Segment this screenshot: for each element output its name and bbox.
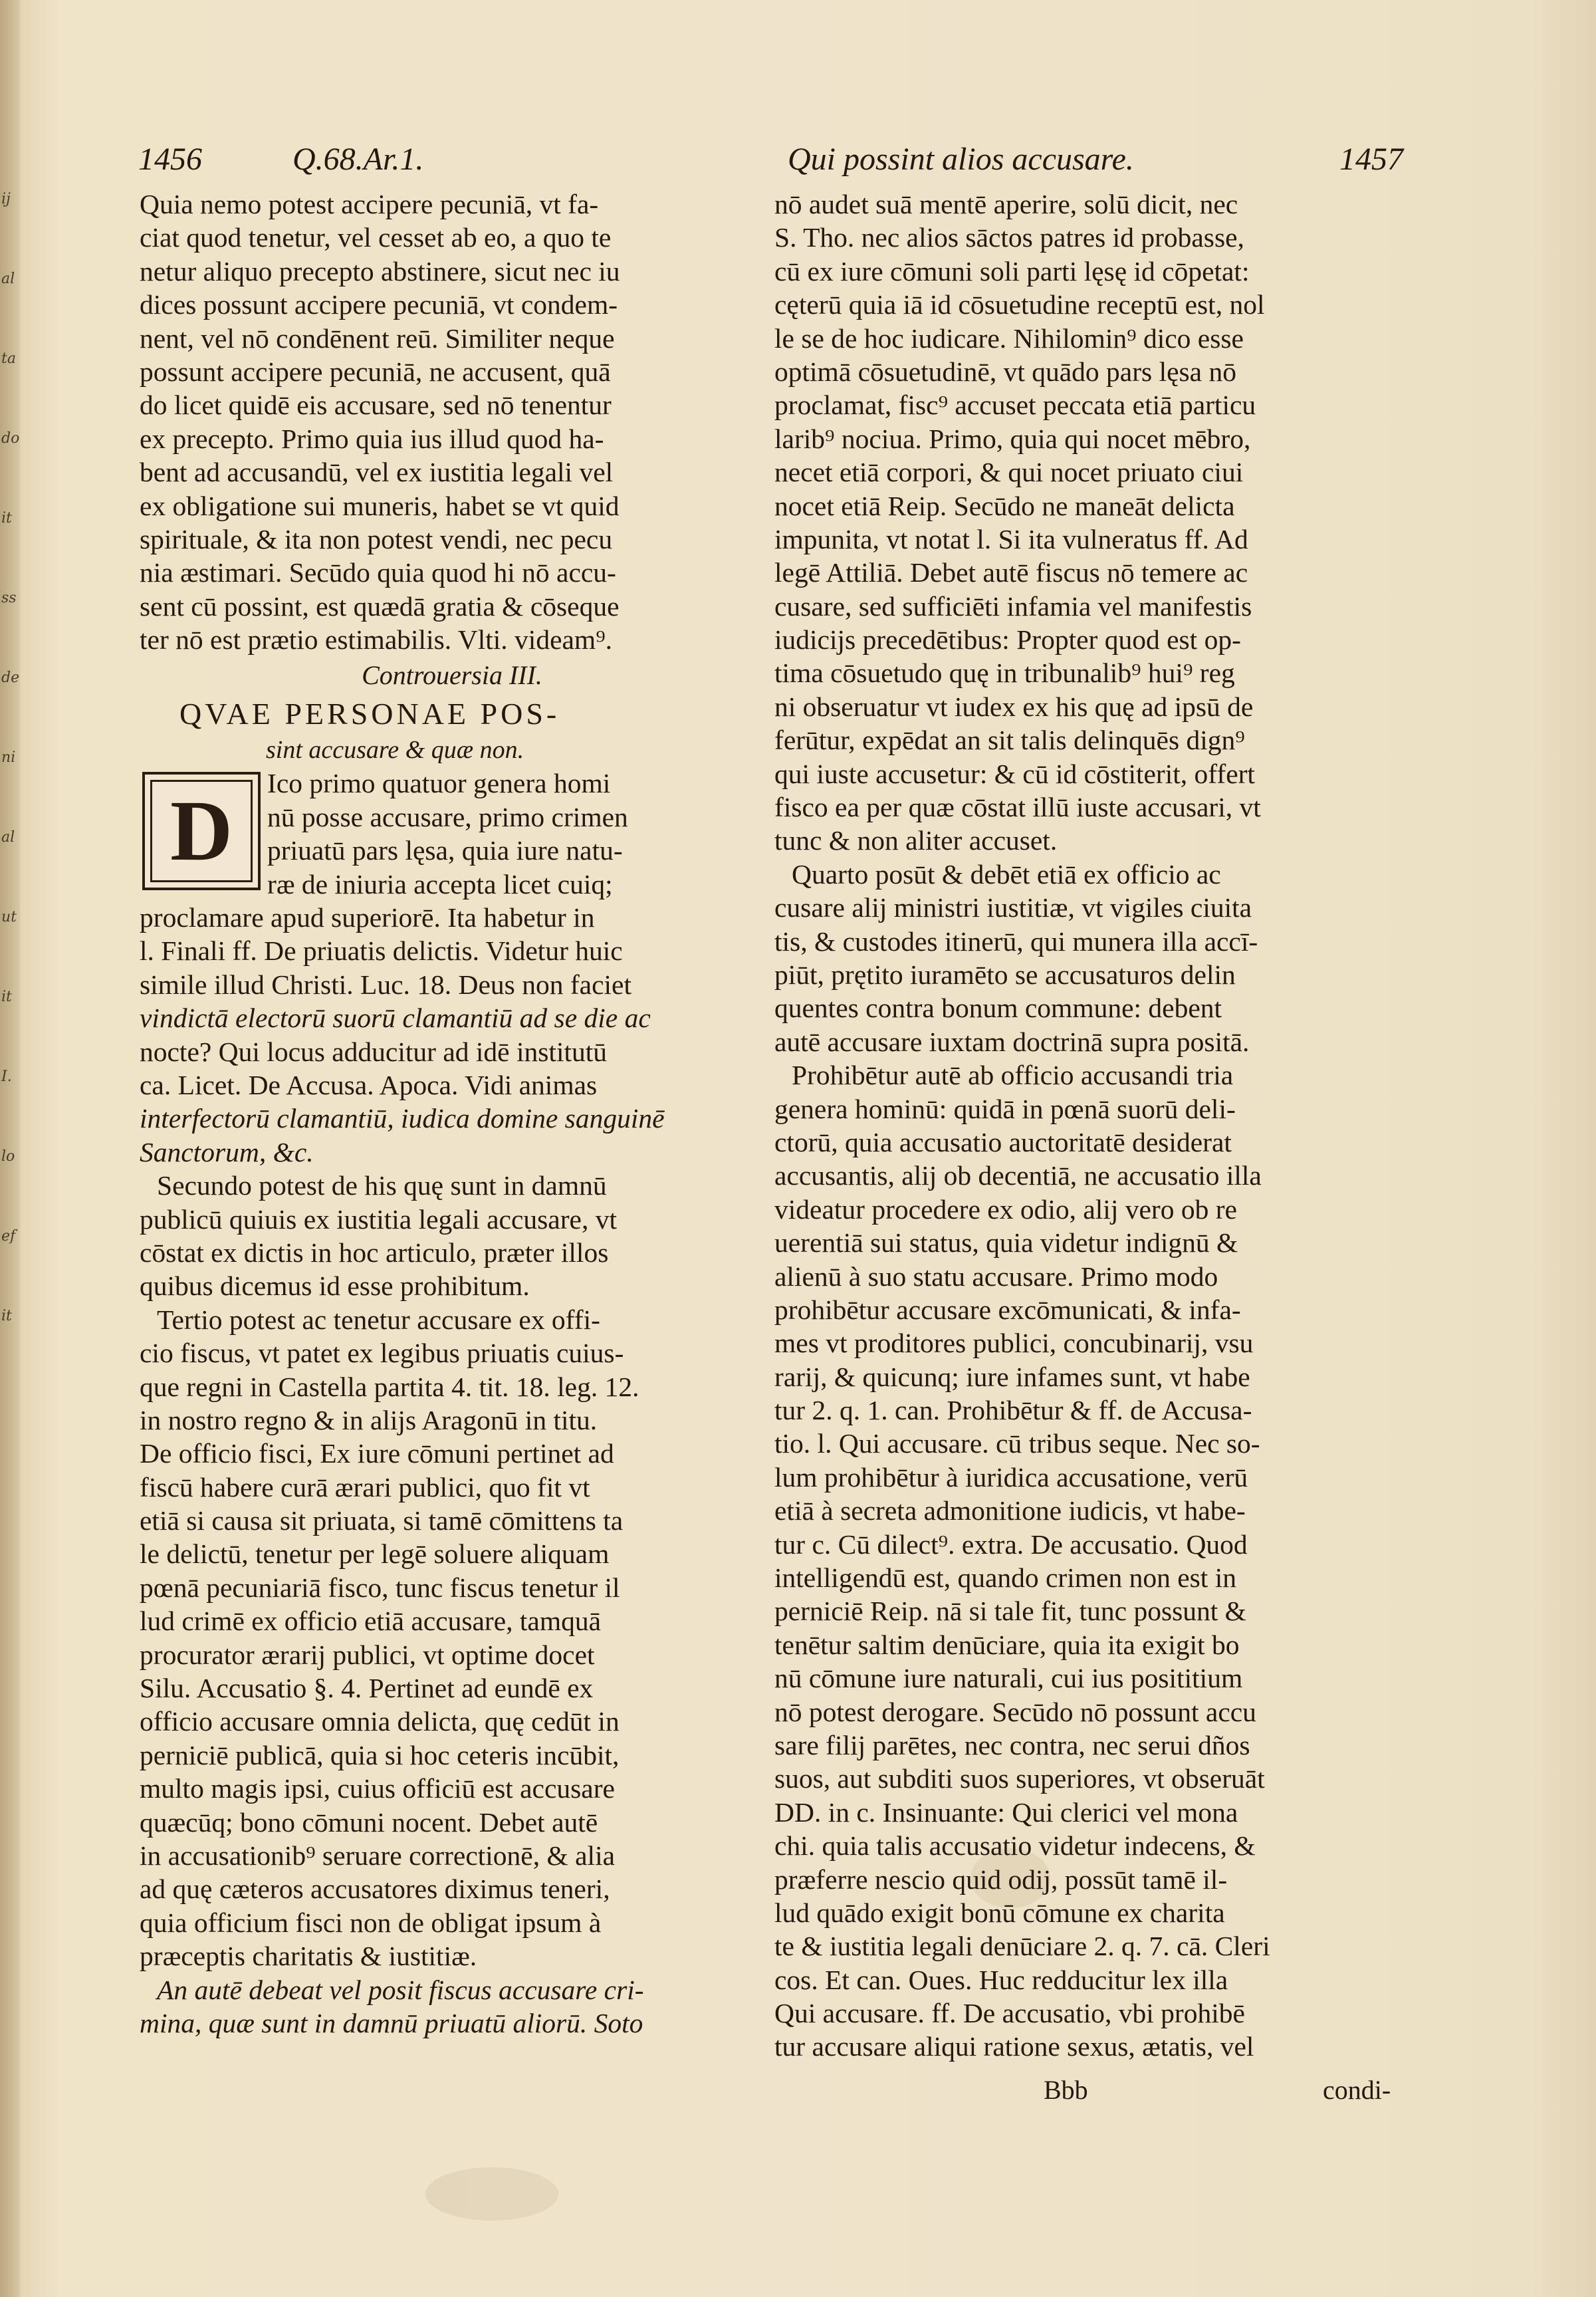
text-line: S. Tho. nec alios sāctos patres id probasse, xyxy=(774,222,1244,253)
text-line: DD. in c. Insinuante: Qui clerici vel mona xyxy=(774,1796,1238,1828)
section-title: QVAE PERSONAE POS- xyxy=(179,697,560,731)
text-line: do licet quidē eis accusare, sed nō tenentur xyxy=(140,390,612,421)
left-para-3 xyxy=(140,1169,764,1303)
left-page-number: 1456 xyxy=(138,142,202,177)
right-para-2 xyxy=(774,858,1399,1058)
text-line: tis, & custodes itinerū, qui munera illa accī- xyxy=(774,925,1258,957)
text-line: quibus dicemus id esse prohibitum. xyxy=(140,1270,530,1302)
text-line: De officio fisci, Ex iure cōmuni pertinet ad xyxy=(140,1438,614,1469)
left-running-head: Q.68.Ar.1. xyxy=(292,142,424,177)
text-line: mina, quæ sunt in damnū priuatū aliorū. Soto xyxy=(140,2007,643,2038)
text-line: nia æstimari. Secūdo quia quod hi nō accu- xyxy=(140,557,616,588)
text-line: tur c. Cū dilect⁹. extra. De accusatio. Quod xyxy=(774,1528,1248,1560)
text-line: perniciē publicā, quia si hoc ceteris incūbit, xyxy=(140,1739,620,1770)
text-line: videatur procedere ex odio, alij vero ob re xyxy=(774,1193,1237,1225)
text-line: Quarto posūt & debēt etiā ex officio ac xyxy=(792,858,1221,890)
right-para-3 xyxy=(774,1058,1399,2064)
text-line: nū cōmune iure naturali, cui ius posititium xyxy=(774,1663,1243,1694)
text-line: in nostro regno & in alijs Aragonū in titu. xyxy=(140,1404,598,1435)
text-line: prohibētur accusare excōmunicati, & infa- xyxy=(774,1294,1241,1325)
text-line: vindictā electorū suorū clamantiū ad se die ac xyxy=(140,1003,651,1034)
text-line: cusare, sed sufficiēti infamia vel manifestis xyxy=(774,590,1252,622)
text-line: interfectorū clamantiū, iudica domine sanguinē xyxy=(140,1103,665,1134)
text-line: pœnā pecuniariā fisco, tunc fiscus tenetur il xyxy=(140,1572,620,1603)
drop-cap-paragraph xyxy=(140,767,764,1169)
section-subtitle: sint accusare & quæ non. xyxy=(266,736,524,765)
text-line: larib⁹ nociua. Primo, quia qui nocet mēbro, xyxy=(774,423,1251,454)
text-line: præferre nescio quid odij, possūt tamē il- xyxy=(774,1864,1228,1895)
text-line: officio accusare omnia delicta, quę cedūt in xyxy=(140,1706,620,1737)
text-line: chi. quia talis accusatio videtur indecens, & xyxy=(774,1830,1256,1862)
text-line: proclamare apud superiorē. Ita habetur in xyxy=(140,902,595,933)
text-line: tenētur saltim denūciare, quia ita exigit bo xyxy=(774,1629,1240,1660)
text-line: Qui accusare. ff. De accusatio, vbi prohibē xyxy=(774,1998,1245,2029)
text-line: etiā à secreta admonitione iudicis, vt habe- xyxy=(774,1495,1246,1526)
text-line: Tertio potest ac tenetur accusare ex offi- xyxy=(157,1304,600,1335)
right-running-head: Qui possint alios accusare. xyxy=(788,142,1134,177)
text-line: perniciē Reip. nā si tale fit, tunc possunt & xyxy=(774,1596,1246,1627)
text-line: in accusationib⁹ seruare correctionē, & alia xyxy=(140,1840,616,1871)
right-column xyxy=(774,187,1399,2064)
text-line: ca. Licet. De Accusa. Apoca. Vidi animas xyxy=(140,1069,598,1100)
text-line: autē accusare iuxtam doctrinā supra positā. xyxy=(774,1026,1250,1057)
text-line: uerentiā sui status, quia videtur indignū & xyxy=(774,1227,1238,1259)
text-line: le delictū, tenetur per legē soluere aliquam xyxy=(140,1538,610,1570)
text-line: le se de hoc iudicare. Nihilomin⁹ dico esse xyxy=(774,322,1244,354)
right-para-1 xyxy=(774,187,1399,858)
text-line: publicū quiuis ex iustitia legali accusare, vt xyxy=(140,1203,617,1235)
text-line: ad quę cæteros accusatores diximus teneri, xyxy=(140,1874,610,1905)
controversia-heading: Controuersia III. xyxy=(362,660,542,691)
text-line: tio. l. Qui accusare. cū tribus seque. Nec so- xyxy=(774,1428,1260,1459)
text-line: ctorū, quia accusatio auctoritatē desiderat xyxy=(774,1126,1232,1157)
text-line: suos, aut subditi suos superiores, vt obseruāt xyxy=(774,1763,1265,1794)
text-line: netur aliquo precepto abstinere, sicut nec iu xyxy=(140,255,620,287)
text-line: lud quādo exigit bonū cōmune ex charita xyxy=(774,1897,1225,1928)
text-line: cusare alij ministri iustitiæ, vt vigiles ciuita xyxy=(774,892,1252,923)
text-line: tur 2. q. 1. can. Prohibētur & ff. de Accusa- xyxy=(774,1395,1252,1426)
text-line: cos. Et can. Oues. Huc redducitur lex illa xyxy=(774,1964,1228,1995)
text-line: que regni in Castella partita 4. tit. 18. leg. 12. xyxy=(140,1371,639,1402)
text-line: ex obligatione sui muneris, habet se vt quid xyxy=(140,490,620,521)
text-line: priuatū pars lęsa, quia iure natu- xyxy=(267,835,623,866)
text-line: proclamat, fisc⁹ accuset peccata etiā particu xyxy=(774,390,1256,421)
catchword: condi- xyxy=(1323,2075,1391,2105)
text-line: fisco ea per quæ cōstat illū iuste accusari, vt xyxy=(774,792,1261,823)
text-line: Ico primo quatuor genera homi xyxy=(267,768,611,799)
text-line: Quia nemo potest accipere pecuniā, vt fa- xyxy=(140,189,599,219)
text-line: quentes contra bonum commune: debent xyxy=(774,993,1222,1024)
text-line: nū posse accusare, primo crimen xyxy=(267,801,628,832)
text-line: genera hominū: quidā in pœnā suorū deli- xyxy=(774,1093,1236,1124)
text-line: qui iuste accusetur: & cū id cōstiterit, offert xyxy=(774,758,1255,789)
text-line: bent ad accusandū, vel ex iustitia legali vel xyxy=(140,457,614,488)
text-line: An autē debeat vel posit fiscus accusare cri- xyxy=(157,1974,644,2005)
text-line: cū ex iure cōmuni soli parti lęsę id cōpetat: xyxy=(774,255,1250,287)
text-line: ferūtur, expēdat an sit talis delinquēs dign⁹ xyxy=(774,725,1245,756)
binding-gutter xyxy=(0,0,20,2297)
text-line: necet etiā corpori, & qui nocet priuato ciui xyxy=(774,457,1244,488)
left-para-1 xyxy=(140,187,764,656)
text-line: fiscū habere curā ærari publici, quo fit vt xyxy=(140,1471,590,1503)
text-line: cio fiscus, vt patet ex legibus priuatis cuius- xyxy=(140,1338,624,1369)
right-page-number: 1457 xyxy=(1339,142,1403,177)
text-line: Silu. Accusatio §. 4. Pertinet ad eundē ex xyxy=(140,1673,594,1704)
text-line: sent cū possint, est quædā gratia & cōseque xyxy=(140,590,620,622)
decorated-initial: D xyxy=(142,772,261,890)
text-line: simile illud Christi. Luc. 18. Deus non faciet xyxy=(140,969,631,1000)
text-line: legē Attiliā. Debet autē fiscus nō temere ac xyxy=(774,557,1248,588)
text-line: tur accusare aliqui ratione sexus, ætatis, vel xyxy=(774,2031,1254,2062)
left-column xyxy=(140,187,764,2040)
left-para-5 xyxy=(140,1973,764,2040)
text-line: lum prohibētur à iuridica accusatione, verū xyxy=(774,1461,1248,1493)
text-line: quæcūq; bono cōmuni nocent. Debet autē xyxy=(140,1806,598,1838)
text-line: tima cōsuetudo quę in tribunalib⁹ hui⁹ reg xyxy=(774,658,1235,689)
text-line: impunita, vt notat l. Si ita vulneratus ff. Ad xyxy=(774,523,1248,554)
text-line: ræ de iniuria accepta licet cuiq; xyxy=(267,868,613,900)
text-line: lud crimē ex officio etiā accusare, tamquā xyxy=(140,1606,602,1637)
text-line: etiā si causa sit priuata, si tamē cōmittens ta xyxy=(140,1505,624,1536)
text-line: piūt, prętito iuramēto se accusaturos delin xyxy=(774,959,1236,990)
signature-mark: Bbb xyxy=(1044,2075,1088,2105)
paper-stain xyxy=(425,2167,558,2221)
text-line: ciat quod tenetur, vel cesset ab eo, a quo te xyxy=(140,222,612,253)
text-line: possunt accipere pecuniā, ne accusent, quā xyxy=(140,356,611,387)
text-line: te & iustitia legali denūciare 2. q. 7. cā. Cleri xyxy=(774,1931,1270,1962)
text-line: Prohibētur autē ab officio accusandi tria xyxy=(792,1060,1234,1091)
text-line: præceptis charitatis & iustitiæ. xyxy=(140,1941,477,1972)
text-line: sare filij parētes, nec contra, nec serui dños xyxy=(774,1729,1250,1760)
text-line: Sanctorum, &c. xyxy=(140,1136,314,1167)
text-line: optimā cōsuetudinē, vt quādo pars lęsa nō xyxy=(774,356,1236,387)
text-line: tunc & non aliter accuset. xyxy=(774,825,1058,856)
text-line: cęterū quia iā id cōsuetudine receptū est, nol xyxy=(774,289,1265,320)
text-line: ter nō est prætio estimabilis. Vlti. videam⁹. xyxy=(140,624,613,656)
text-line: intelligendū est, quando crimen non est in xyxy=(774,1562,1236,1594)
text-line: cōstat ex dictis in hoc articulo, præter illos xyxy=(140,1237,609,1268)
text-line: mes vt proditores publici, concubinarij, vsu xyxy=(774,1328,1254,1359)
text-line: ni obseruatur vt iudex ex his quę ad ipsū de xyxy=(774,691,1254,722)
text-line: procurator ærarij publici, vt optime docet xyxy=(140,1639,595,1670)
text-line: quia officium fisci non de obligat ipsum à xyxy=(140,1907,602,1938)
left-para-4 xyxy=(140,1303,764,1973)
text-line: nocte? Qui locus adducitur ad idē institutū xyxy=(140,1036,608,1067)
text-line: nocet etiā Reip. Secūdo ne maneāt delicta xyxy=(774,490,1235,521)
text-line: nō potest derogare. Secūdo nō possunt accu xyxy=(774,1696,1256,1727)
text-line: dices possunt accipere pecuniā, vt condem- xyxy=(140,289,618,320)
text-line: nent, vel nō condēnent reū. Similiter neque xyxy=(140,322,615,354)
text-line: iudicijs precedētibus: Propter quod est op- xyxy=(774,624,1241,656)
text-line: ex precepto. Primo quia ius illud quod ha- xyxy=(140,423,604,454)
text-line: alienū à suo statu accusare. Primo modo xyxy=(774,1261,1218,1292)
text-line: Secundo potest de his quę sunt in damnū xyxy=(157,1170,607,1201)
text-line: nō audet suā mentē aperire, solū dicit, nec xyxy=(774,189,1238,219)
text-line: multo magis ipsi, cuius officiū est accusare xyxy=(140,1773,615,1804)
text-line: l. Finali ff. De priuatis delictis. Videtur huic xyxy=(140,935,623,967)
gutter-margin-text: ij al ta do it ss de ni al ut it I. lo ef it xyxy=(1,191,20,1324)
text-line: accusantis, alij ob decentiā, ne accusatio illa xyxy=(774,1160,1262,1191)
text-line: rarij, & quicunq; iure infames sunt, vt habe xyxy=(774,1361,1250,1392)
text-line: spirituale, & ita non potest vendi, nec pecu xyxy=(140,523,613,554)
